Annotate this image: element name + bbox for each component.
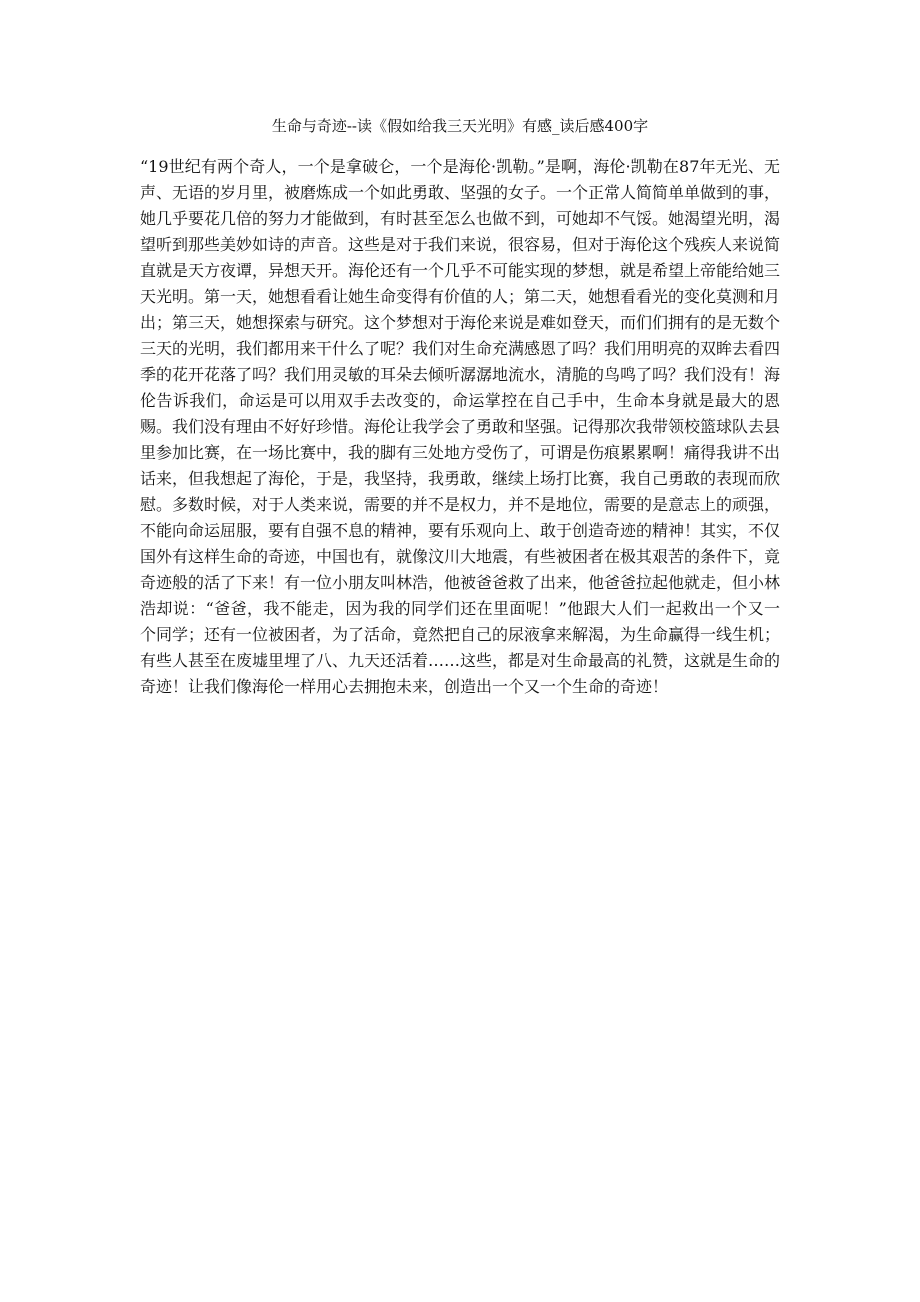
document-body-paragraph: “19世纪有两个奇人，一个是拿破仑，一个是海伦·凯勒。”是啊，海伦·凯勒在87年无光、无声、无语的岁月里，被磨炼成一个如此勇敢、坚强的女子。一个正常人简简单单做到的事，她几乎要花几倍的努力才能做到，有时甚至怎么也做不到，可她却不气馁。她渴望光明，渴望听到那些美妙如诗的声音。这些是对于我们来说，很容易，但对于海伦这个残疾人来说简直就是天方夜谭，异想天开。海伦还有一个几乎不可能实现的梦想，就是希望上帝能给她三天光明。第一天，她想看看让她生命变得有价值的人；第二天，她想看看光的变化莫测和月出；第三天，她想探索与研究。这个梦想对于海伦来说是难如登天，而们们拥有的是无数个三天的光明，我们都用来干什么了呢？我们对生命充满感恩了吗？我们用明亮的双眸去看四季的花开花落了吗？我们用灵敏的耳朵去倾听潺潺地流水，清脆的鸟鸣了吗？我们没有！海伦告诉我们，命运是可以用双手去改变的，命运掌控在自己手中，生命本身就是最大的恩赐。我们没有理由不好好珍惜。海伦让我学会了勇敢和坚强。记得那次我带领校篮球队去县里参加比赛，在一场比赛中，我的脚有三处地方受伤了，可谓是伤痕累累啊！痛得我讲不出话来，但我想起了海伦，于是，我坚持，我勇敢，继续上场打比赛，我自己勇敢的表现而欣慰。多数时候，对于人类来说，需要的并不是权力，并不是地位，需要的是意志上的顽强，不能向命运屈服，要有自强不息的精神，要有乐观向上、敢于创造奇迹的精神！其实，不仅国外有这样生命的奇迹，中国也有，就像汶川大地震，有些被困者在极其艰苦的条件下，竟奇迹般的活了下来！有一位小朋友叫林浩，他被爸爸救了出来，他爸爸拉起他就走，但小林浩却说：“爸爸，我不能走，因为我的同学们还在里面呢！”他跟大人们一起救出一个又一个同学；还有一位被困者，为了活命，竟然把自己的尿液拿来解渴，为生命赢得一线生机；有些人甚至在废墟里埋了八、九天还活着……这些，都是对生命最高的礼赞，这就是生命的奇迹！让我们像海伦一样用心去拥抱未来，创造出一个又一个生命的奇迹！ xyxy=(140,157,781,696)
document-title: 生命与奇迹--读《假如给我三天光明》有感_读后感400字 xyxy=(271,117,649,135)
